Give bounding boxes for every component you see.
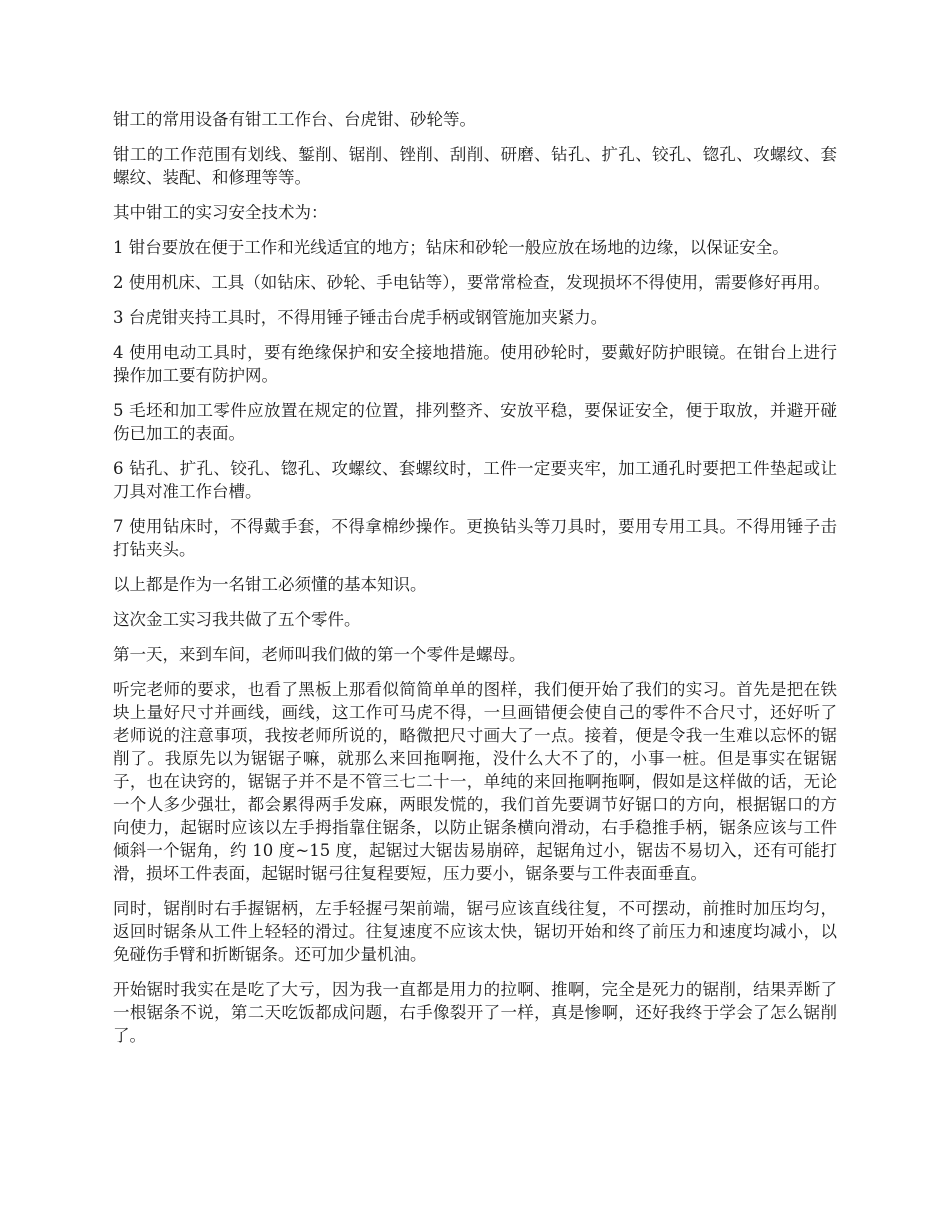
paragraph-safety-rule-6: 6 钻孔、扩孔、铰孔、锪孔、攻螺纹、套螺纹时，工件一定要夹牢，加工通孔时要把工件垫起或让刀具对准工作台槽。 [113,459,837,501]
paragraph-safety-rule-4: 4 使用电动工具时，要有绝缘保护和安全接地措施。使用砂轮时，要戴好防护眼镜。在钳台上进行操作加工要有防护网。 [113,343,837,385]
paragraph-safety-intro: 其中钳工的实习安全技术为： [113,203,328,222]
paragraph-sawing-story: 听完老师的要求，也看了黑板上那看似简简单单的图样，我们便开始了我们的实习。首先是把在铁块上量好尺寸并画线，画线，这工作可马虎不得，一旦画错便会使自己的零件不合尺寸，还好听了老师说的注意事项，我按老师所说的，略微把尺寸画大了一点。接着，便是令我一生难以忘怀的锯削了。我原先以为锯锯子嘛，就那么来回拖啊拖，没什么大不了的，小事一桩。但是事实在锯锯子，也在诀窍的，锯锯子并不是不管三七二十一，单纯的来回拖啊拖啊，假如是这样做的话，无论一个人多少强壮，都会累得两手发麻，两眼发慌的，我们首先要调节好锯口的方向，根据锯口的方向使力，起锯时应该以左手拇指靠住锯条，以防止锯条横向滑动，右手稳推手柄，锯条应该与工件倾斜一个锯角，约 10 度~15 度，起锯过大锯齿易崩碎，起锯角过小，锯齿不易切入，还有可能打滑，损坏工件表面，起锯时锯弓往复程要短，压力要小，锯条要与工件表面垂直。 [113,680,837,883]
paragraph-safety-rule-1: 1 钳台要放在便于工作和光线适宜的地方；钻床和砂轮一般应放在场地的边缘，以保证安全。 [113,238,789,257]
paragraph-equipment: 钳工的常用设备有钳工工作台、台虎钳、砂轮等。 [113,110,476,129]
document-body [113,108,837,1059]
paragraph-safety-rule-5: 5 毛坯和加工零件应放置在规定的位置，排列整齐、安放平稳，要保证安全，便于取放，并避开碰伤已加工的表面。 [113,401,837,443]
paragraph-safety-rule-7: 7 使用钻床时，不得戴手套，不得拿棉纱操作。更换钻头等刀具时，要用专用工具。不得用锤子击打钻夹头。 [113,517,837,559]
paragraph-sawing-technique: 同时，锯削时右手握锯柄，左手轻握弓架前端，锯弓应该直线往复，不可摆动，前推时加压均匀，返回时锯条从工件上轻轻的滑过。往复速度不应该太快，锯切开始和终了前压力和速度均减小，以免碰伤手臂和折断锯条。还可加少量机油。 [113,899,837,964]
paragraph-five-parts: 这次金工实习我共做了五个零件。 [113,610,361,629]
paragraph-safety-rule-2: 2 使用机床、工具（如钻床、砂轮、手电钻等），要常常检查，发现损坏不得使用，需要修好再用。 [113,273,830,292]
paragraph-basic-knowledge: 以上都是作为一名钳工必须懂的基本知识。 [113,575,427,594]
paragraph-work-scope: 钳工的工作范围有划线、錾削、锯削、锉削、刮削、研磨、钻孔、扩孔、铰孔、锪孔、攻螺纹、套螺纹、装配、和修理等等。 [113,145,837,187]
paragraph-day-one: 第一天，来到车间，老师叫我们做的第一个零件是螺母。 [113,645,526,664]
paragraph-sawing-lesson: 开始锯时我实在是吃了大亏，因为我一直都是用力的拉啊、推啊，完全是死力的锯削，结果弄断了一根锯条不说，第二天吃饭都成问题，右手像裂开了一样，真是惨啊，还好我终于学会了怎么锯削了。 [113,980,837,1045]
paragraph-safety-rule-3: 3 台虎钳夹持工具时，不得用锤子锤击台虎手柄或钢管施加夹紧力。 [113,308,608,327]
